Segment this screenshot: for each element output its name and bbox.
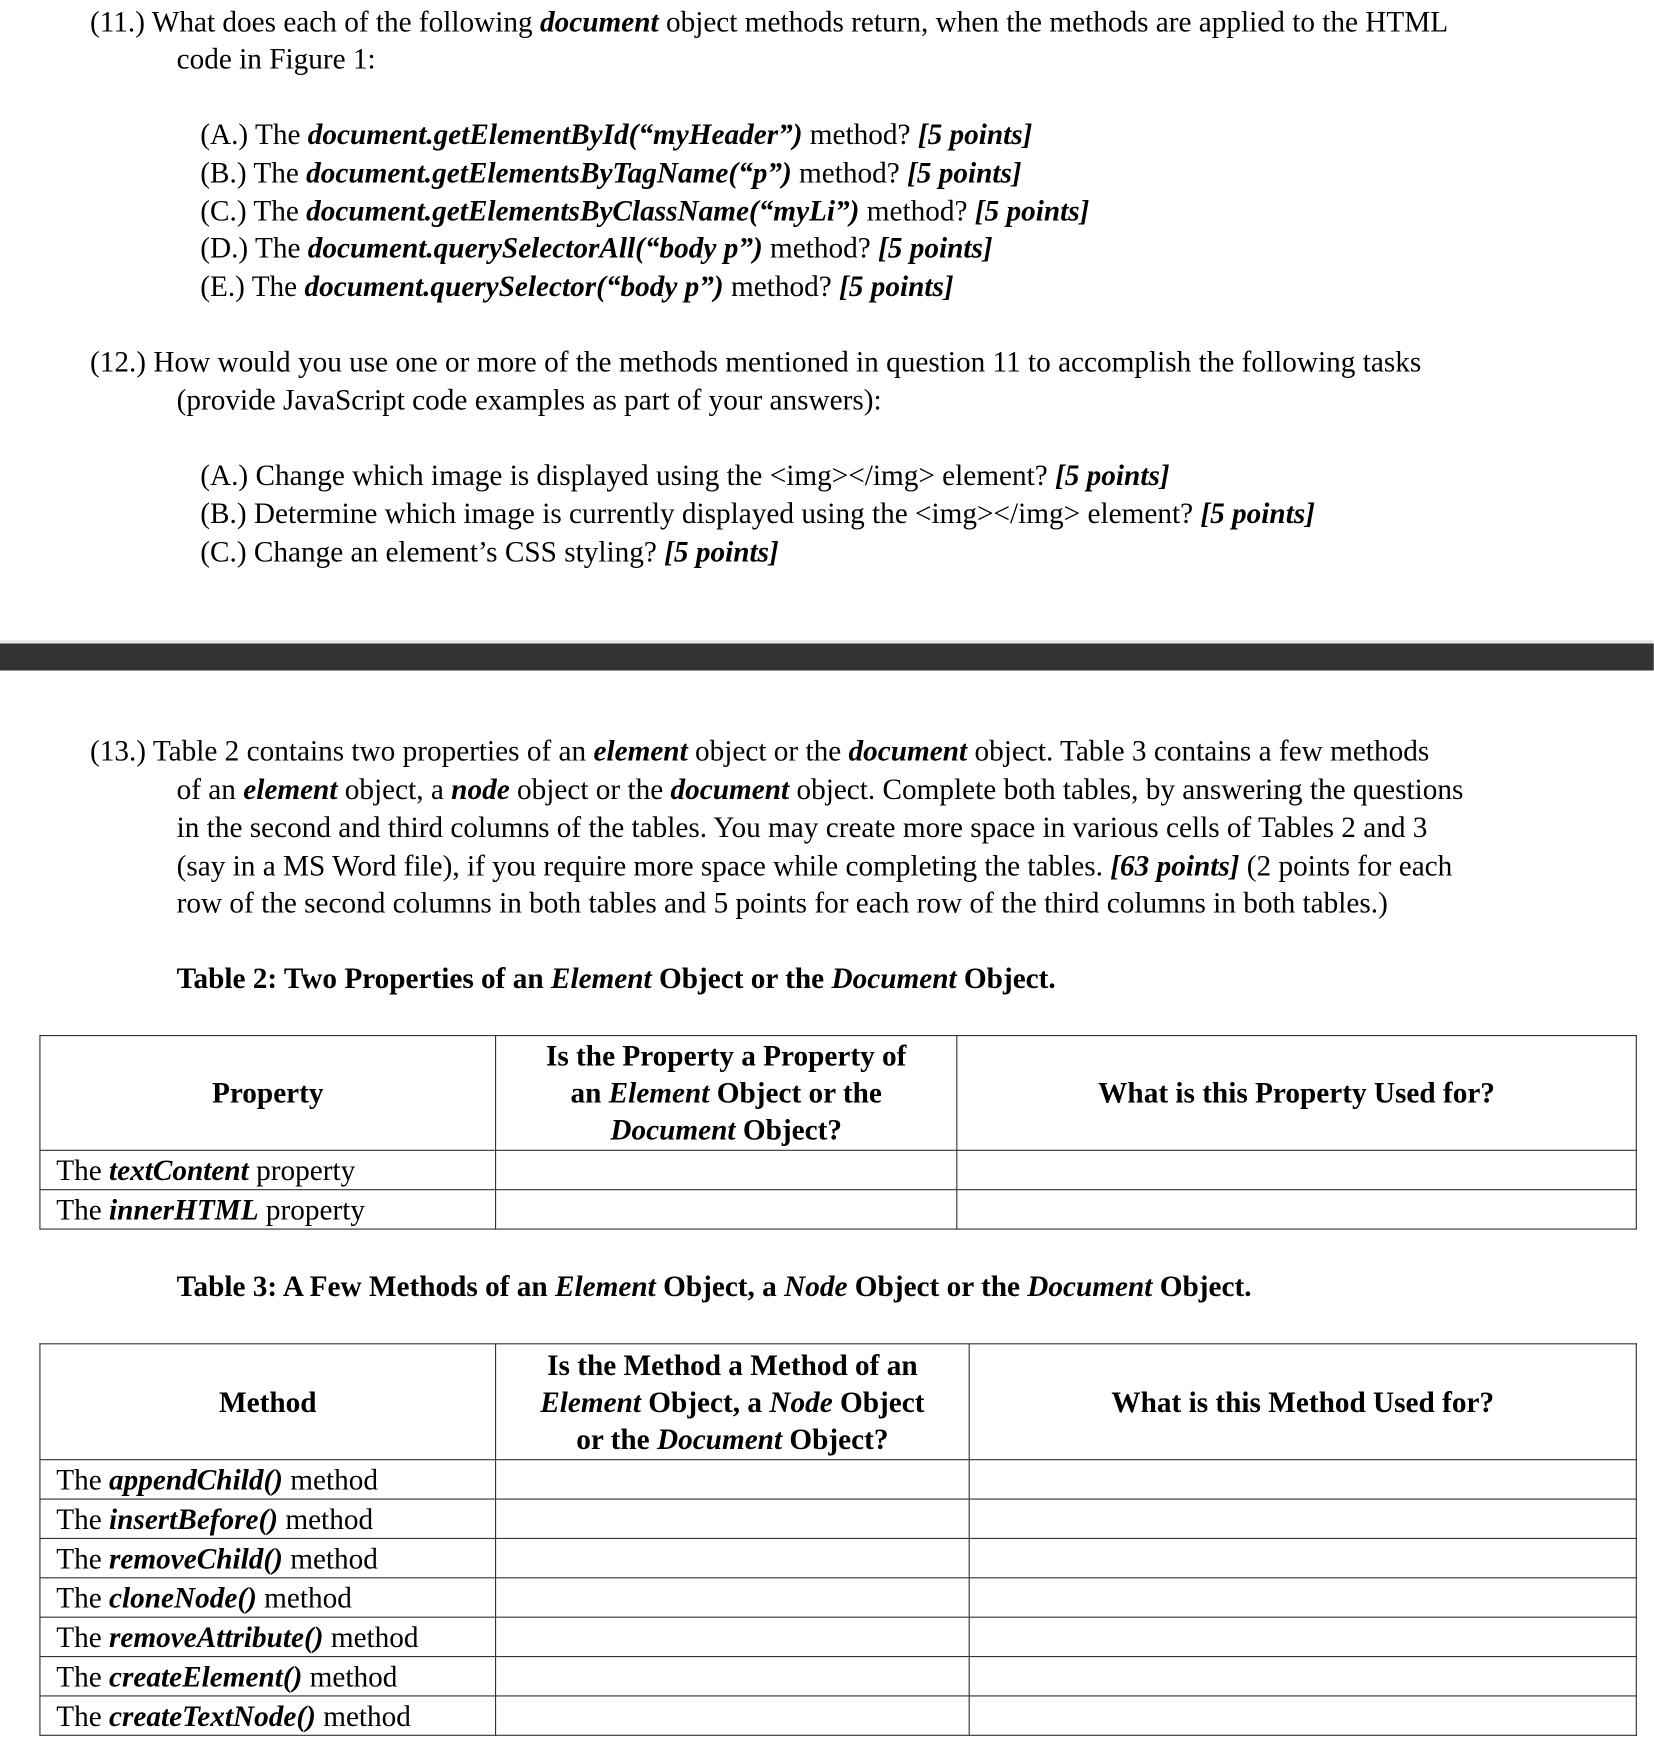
table-row (40, 1538, 1636, 1577)
answer-cell[interactable] (496, 1696, 970, 1735)
text-segment: Property (211, 1076, 324, 1110)
text-segment: What is this Property Used for? (1098, 1076, 1495, 1110)
text-segment: object or the (509, 772, 671, 806)
table-row (40, 1190, 1636, 1229)
q13-line (177, 771, 1464, 809)
answer-cell[interactable] (957, 1190, 1637, 1229)
text-segment: method? (859, 194, 975, 228)
text-segment: Object. (1152, 1270, 1252, 1303)
text-segment: The (56, 1659, 110, 1693)
text-segment: (2 points for each (1239, 849, 1453, 882)
emphasized-text: [5 points] (878, 231, 993, 265)
text-segment: Table 2: Two Properties of an (176, 961, 551, 995)
text-segment: object. Table 3 contains a few methods (967, 734, 1430, 768)
text-segment: Method (218, 1385, 317, 1419)
answer-cell[interactable] (496, 1538, 970, 1577)
header-used-for (969, 1344, 1636, 1460)
text-segment: row of the second columns in both tables and 5 points for each row of the third columns in both tables.) (176, 886, 1388, 920)
emphasized-text: innerHTML (109, 1193, 259, 1226)
answer-cell[interactable] (496, 1657, 970, 1696)
table-row (40, 1657, 1636, 1696)
q13-line (177, 847, 1453, 885)
answer-cell[interactable] (969, 1696, 1636, 1735)
emphasized-text: Document (831, 961, 957, 995)
text-segment: object, a (337, 772, 452, 806)
emphasized-text: appendChild() (109, 1463, 283, 1496)
text-segment: method? (723, 270, 840, 303)
emphasized-text: removeChild() (109, 1541, 283, 1575)
emphasized-text: createTextNode() (109, 1699, 316, 1732)
q11-line (90, 3, 1448, 41)
text-segment: (provide JavaScript code examples as part of your answers): (176, 383, 882, 417)
emphasized-text: [5 points] (839, 270, 954, 303)
table-row (40, 1460, 1636, 1499)
text-segment: Is the Method a Method of an (547, 1348, 918, 1381)
q11-item (200, 268, 953, 306)
answer-cell[interactable] (496, 1499, 970, 1538)
q12-line (177, 381, 882, 419)
answer-cell[interactable] (969, 1657, 1636, 1696)
answer-cell[interactable] (969, 1499, 1636, 1538)
emphasized-text: createElement() (109, 1659, 303, 1693)
answer-cell[interactable] (496, 1617, 970, 1656)
text-segment: property (248, 1153, 356, 1187)
answer-cell[interactable] (969, 1538, 1636, 1577)
text-segment: (C.) Change an element’s CSS styling? (200, 535, 665, 569)
emphasized-text: Element (540, 1385, 641, 1419)
text-segment: Object. (956, 961, 1056, 995)
text-segment: (D.) The (200, 231, 308, 265)
q13-line (177, 809, 1428, 847)
text-segment: method (256, 1581, 352, 1614)
emphasized-text: element (243, 772, 338, 806)
text-segment: (A.) The (200, 118, 308, 151)
emphasized-text: Element (550, 961, 652, 995)
text-segment: (B.) The (200, 156, 307, 189)
text-segment: method (315, 1699, 411, 1732)
text-segment: The (56, 1193, 110, 1226)
text-segment: The (56, 1581, 110, 1614)
emphasized-text: [5 points] (1200, 497, 1315, 530)
q11-line (177, 41, 376, 79)
text-segment: Is the Property a Property of (545, 1039, 907, 1073)
header-method (40, 1344, 496, 1460)
q12-item (200, 533, 778, 571)
emphasized-text: Document (1027, 1270, 1153, 1303)
emphasized-text: Node (769, 1385, 833, 1419)
text-segment: Object or the (847, 1270, 1028, 1303)
table-row (40, 1617, 1636, 1656)
table-row (40, 1696, 1636, 1735)
text-segment: The (56, 1463, 110, 1496)
property-cell (40, 1150, 496, 1189)
text-segment: The (56, 1620, 110, 1654)
method-cell (40, 1578, 496, 1617)
table3-caption (177, 1268, 1252, 1306)
text-segment: in the second and third columns of the tables. You may create more space in various cells of Tables 2 and 3 (176, 811, 1428, 844)
page-break-divider (0, 644, 1654, 671)
text-segment: Object? (782, 1422, 889, 1456)
emphasized-text: document.querySelector(“body p”) (304, 270, 724, 303)
q11-item (200, 192, 1089, 230)
table-3 (39, 1343, 1637, 1736)
header-element-node-or-document (496, 1344, 970, 1460)
text-segment: (13.) Table 2 contains two properties of an (90, 734, 594, 768)
text-segment: (say in a MS Word file), if you require more space while completing the tables. (176, 849, 1111, 882)
answer-cell[interactable] (969, 1578, 1636, 1617)
text-segment: Object (832, 1385, 925, 1419)
table2-caption (177, 960, 1056, 998)
text-segment: object or the (687, 734, 849, 768)
table-row (40, 1578, 1636, 1617)
q11-item (200, 154, 1021, 192)
emphasized-text: Document (610, 1113, 736, 1147)
emphasized-text: document.getElementById(“myHeader”) (307, 118, 803, 151)
text-segment: method? (802, 118, 918, 151)
text-segment: Object or the (651, 961, 832, 995)
text-segment: object. Complete both tables, by answering the questions (789, 772, 1464, 806)
text-segment: of an (176, 772, 244, 806)
emphasized-text: [5 points] (974, 194, 1090, 228)
emphasized-text: element (593, 734, 688, 768)
text-segment: an (570, 1076, 609, 1110)
method-cell (40, 1499, 496, 1538)
header-element-or-document (496, 1036, 957, 1151)
emphasized-text: document.querySelectorAll(“body p”) (307, 231, 763, 265)
q11-item (200, 116, 1032, 154)
method-cell (40, 1617, 496, 1656)
answer-cell[interactable] (496, 1460, 970, 1499)
emphasized-text: [5 points] (907, 156, 1022, 189)
answer-cell[interactable] (496, 1190, 957, 1229)
emphasized-text: [63 points] (1110, 849, 1240, 882)
text-segment: Object, a (640, 1385, 770, 1419)
text-segment: (11.) What does each of the following (90, 5, 540, 39)
text-segment: (E.) The (200, 270, 305, 303)
text-segment: Object? (735, 1113, 842, 1147)
emphasized-text: Node (784, 1270, 848, 1303)
answer-cell[interactable] (496, 1578, 970, 1617)
text-segment: code in Figure 1: (176, 42, 376, 76)
q13-line (177, 884, 1388, 922)
emphasized-text: Element (608, 1076, 710, 1110)
emphasized-text: node (451, 772, 510, 806)
answer-cell[interactable] (969, 1617, 1636, 1656)
text-segment: (12.) How would you use one or more of the methods mentioned in question 11 to accomplish the following tasks (90, 345, 1422, 378)
method-cell (40, 1657, 496, 1696)
q12-line (90, 343, 1421, 381)
text-segment: The (56, 1541, 110, 1575)
text-segment: object methods return, when the methods are applied to the HTML (658, 5, 1449, 39)
text-segment: Table 3: A Few Methods of an (176, 1270, 556, 1303)
text-segment: method (282, 1463, 378, 1496)
text-segment: (B.) Determine which image is currently displayed using the <img></img> element? (200, 497, 1201, 530)
q11-item (200, 230, 992, 268)
text-segment: What is this Method Used for? (1111, 1385, 1495, 1419)
answer-cell[interactable] (969, 1460, 1636, 1499)
method-cell (40, 1460, 496, 1499)
emphasized-text: textContent (109, 1153, 249, 1187)
method-cell (40, 1696, 496, 1735)
text-segment: method (302, 1659, 398, 1693)
text-segment: property (258, 1193, 365, 1226)
q13-line (90, 732, 1429, 770)
text-segment: method? (762, 231, 879, 265)
emphasized-text: [5 points] (1055, 459, 1170, 492)
text-segment: Object, a (655, 1270, 785, 1303)
emphasized-text: document (540, 5, 659, 39)
emphasized-text: document (848, 734, 968, 768)
q12-item (200, 457, 1169, 495)
emphasized-text: document.getElementsByTagName(“p”) (306, 156, 792, 189)
text-segment: (C.) The (200, 194, 307, 228)
answer-cell[interactable] (496, 1150, 957, 1189)
text-segment: The (56, 1502, 110, 1536)
emphasized-text: [5 points] (664, 535, 779, 569)
text-segment: (A.) Change which image is displayed using the <img></img> element? (200, 459, 1056, 492)
text-segment: or the (576, 1422, 657, 1456)
emphasized-text: document (670, 772, 790, 806)
header-property (40, 1036, 496, 1151)
emphasized-text: removeAttribute() (109, 1620, 324, 1654)
text-segment: The (56, 1153, 110, 1187)
table-row (40, 1499, 1636, 1538)
answer-cell[interactable] (957, 1150, 1637, 1189)
emphasized-text: insertBefore() (109, 1502, 279, 1536)
emphasized-text: document.getElementsByClassName(“myLi”) (306, 194, 860, 228)
table-2 (39, 1035, 1637, 1230)
emphasized-text: Element (555, 1270, 656, 1303)
text-segment: The (56, 1699, 110, 1732)
q12-item (200, 495, 1315, 533)
emphasized-text: Document (656, 1422, 783, 1456)
text-segment: method (323, 1620, 419, 1654)
text-segment: Object or the (709, 1076, 882, 1110)
header-used-for (957, 1036, 1637, 1151)
emphasized-text: cloneNode() (109, 1581, 257, 1614)
property-cell (40, 1190, 496, 1229)
text-segment: method (282, 1541, 378, 1575)
text-segment: method? (791, 156, 908, 189)
table-row (40, 1150, 1636, 1189)
text-segment: method (278, 1502, 374, 1536)
method-cell (40, 1538, 496, 1577)
emphasized-text: [5 points] (917, 118, 1033, 151)
